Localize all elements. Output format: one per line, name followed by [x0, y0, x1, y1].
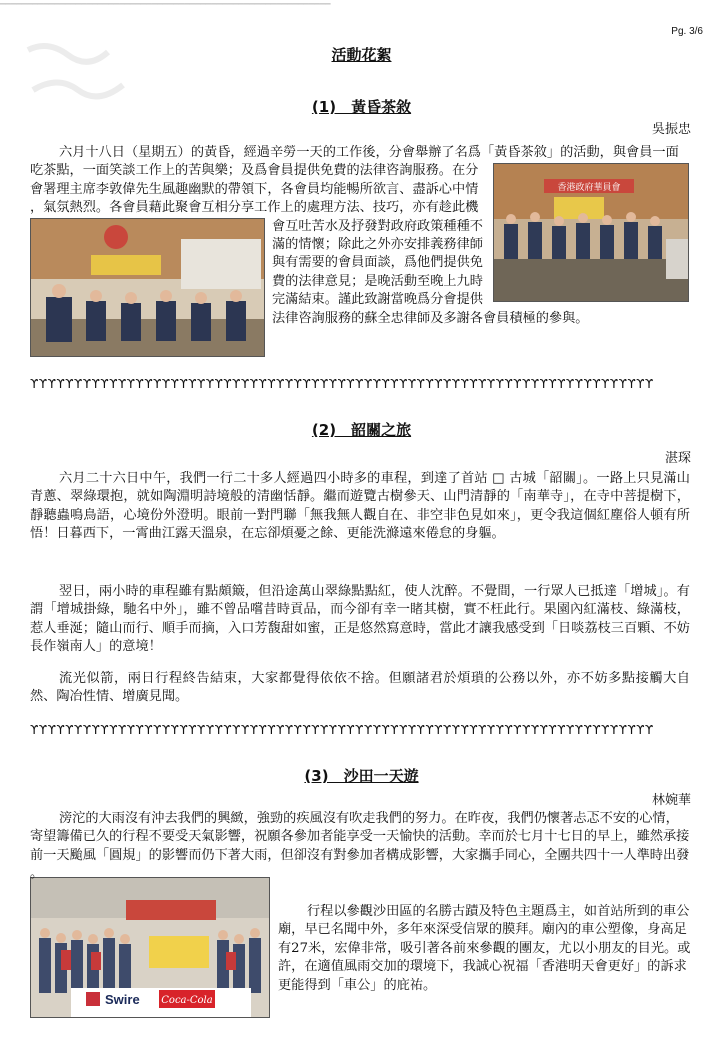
page-number: Pg. 3/6	[671, 26, 703, 37]
section-3-line: 前一天颱風「圓規」的影響而仍下著大雨，但卻沒有對參加者構成影響，大家攜手同心，全團共四十一人準時出發	[30, 847, 690, 863]
header-line: ─────────────────────────────────────────────────────────────	[0, 0, 331, 10]
section-3-line: 滂沱的大雨沒有沖去我們的興緻，強勁的疾風沒有吹走我們的努力。在昨夜，我們仍懷著忐忑不安的心情，	[59, 811, 679, 826]
group-photo	[30, 877, 270, 1018]
section-2-paragraph-1: 六月二十六日中午，我們一行二十多人經過四小時多的車程，到達了首站 □ 古城「韶關」。一路上只見滿山青蔥、翠綠環抱，就如陶淵明詩境般的清幽恬靜。繼而遊覽古樹參天、山門清靜的「南華寺」，在寺中菩提樹下，靜聽蟲鳴鳥語，心境份外澄明。眼前一對門聯「無我無人觀自在、非空非色見如來」，更令我這個紅塵俗人頓有所悟！日暮西下，一霄曲江露天溫泉，在忘卻煩憂之餘、更能洗滌遠來倦怠的身軀。	[30, 471, 690, 542]
section-1-title: (1) 黃昏茶敘	[311, 98, 412, 116]
section-1-line: 會互吐苦水及抒發對政府政策種種不	[272, 218, 483, 234]
section-1-line: 完滿結束。謹此致謝當晚爲分會提供	[272, 292, 483, 308]
section-1-line: 會署理主席李敦偉先生風趣幽默的帶領下，各會員均能暢所欲言、盡訴心中情	[30, 181, 479, 197]
section-1-line: 吃茶點，一面笑談工作上的苦與樂；及爲會員提供免費的法律咨詢服務。在分	[30, 163, 479, 179]
section-3-line: 有27米，宏偉非常，吸引著各前來參觀的團友，尤以小朋友的目光。或	[278, 940, 691, 956]
photo-brand-coca-cola: Coca-Cola	[161, 995, 213, 1006]
section-3-title: (3) 沙田一天遊	[304, 767, 419, 785]
section-3-line: 寄望籌備已久的行程不要受天氣影響，祝願各參加者能享受一天愉快的活動。幸而於七月十七日的早上，雖然承接	[30, 829, 690, 845]
section-3-line: 廟，早已名聞中外，多年來深受信眾的膜拜。廟內的車公塑像，身高足	[278, 922, 687, 938]
photo-brand-swire: Swire	[105, 992, 140, 1007]
section-3-line: 行程以參觀沙田區的名勝古蹟及特色主題爲主，如首站所到的車公	[307, 904, 690, 919]
section-2-paragraph-2: 翌日，兩小時的車程雖有點頗簸，但沿途萬山翠綠點點紅，使人沈醉。不覺間，一行眾人已抵達「增城」。有謂「增城掛綠，馳名中外」，雖不曾品嚐昔時貢品，而今卻有幸一睹其樹，實不枉此行。果園內紅滿枝、綠滿枝，惹人垂涎；隨山而行、順手而摘，入口芳馥甜如蜜，正是悠然寫意時，當此才讓我感受到「日啖荔枝三百顆、不妨長作嶺南人」的意境！	[30, 584, 690, 655]
page-title: 活動花絮	[331, 46, 392, 64]
section-2-title: (2) 韶關之旅	[311, 421, 412, 439]
section-2-author: 湛琛	[664, 451, 691, 466]
section-1-line: 六月十八日（星期五）的黃昏，經過辛勞一天的工作後，分會舉辦了名爲「黃昏茶敘」的活動，與會員一面	[59, 145, 679, 160]
divider-2: ϒϒϒϒϒϒϒϒϒϒϒϒϒϒϒϒϒϒϒϒϒϒϒϒϒϒϒϒϒϒϒϒϒϒϒϒϒϒϒϒϒϒϒϒϒϒϒϒϒϒϒϒϒϒϒϒϒϒϒϒϒϒϒϒϒϒϒϒϒϒϒ	[30, 723, 654, 737]
divider-1: ϒϒϒϒϒϒϒϒϒϒϒϒϒϒϒϒϒϒϒϒϒϒϒϒϒϒϒϒϒϒϒϒϒϒϒϒϒϒϒϒϒϒϒϒϒϒϒϒϒϒϒϒϒϒϒϒϒϒϒϒϒϒϒϒϒϒϒϒϒϒϒ	[30, 377, 654, 391]
section-2-paragraph-3: 流光似箭，兩日行程終告結束，大家都覺得依依不捨。但願諸君於煩瑣的公務以外，亦不妨多點接觸大自然、陶冶性情、增廣見聞。	[30, 671, 690, 705]
section-3-line: 。	[30, 866, 44, 882]
meeting-photo-right	[493, 163, 689, 302]
section-3-line: 許，在適值風雨交加的環境下，我誠心祝福「香港明天會更好」的訴求	[278, 959, 687, 975]
section-1-author: 吳振忠	[651, 122, 691, 137]
section-1-line: 滿的情懷；除此之外亦安排義務律師	[272, 237, 483, 252]
photo-banner-text: 香港政府華員會	[557, 183, 621, 193]
section-3-author: 林婉華	[651, 793, 691, 808]
section-1-line: ，氣氛熱烈。各會員藉此聚會互相分享工作上的處理方法、技巧，亦有趁此機	[30, 200, 479, 216]
section-1-line: 法律咨詢服務的蘇全忠律師及多謝各會員積極的參與。	[272, 310, 589, 326]
section-1-line: 與有需要的會員面談，爲他們提供免	[272, 255, 483, 271]
section-3-line: 更能得到「車公」的庇祐。	[278, 977, 437, 993]
meeting-photo-left	[30, 218, 265, 357]
section-1-line: 費的法律意見；是晚活動至晚上九時	[272, 273, 483, 289]
